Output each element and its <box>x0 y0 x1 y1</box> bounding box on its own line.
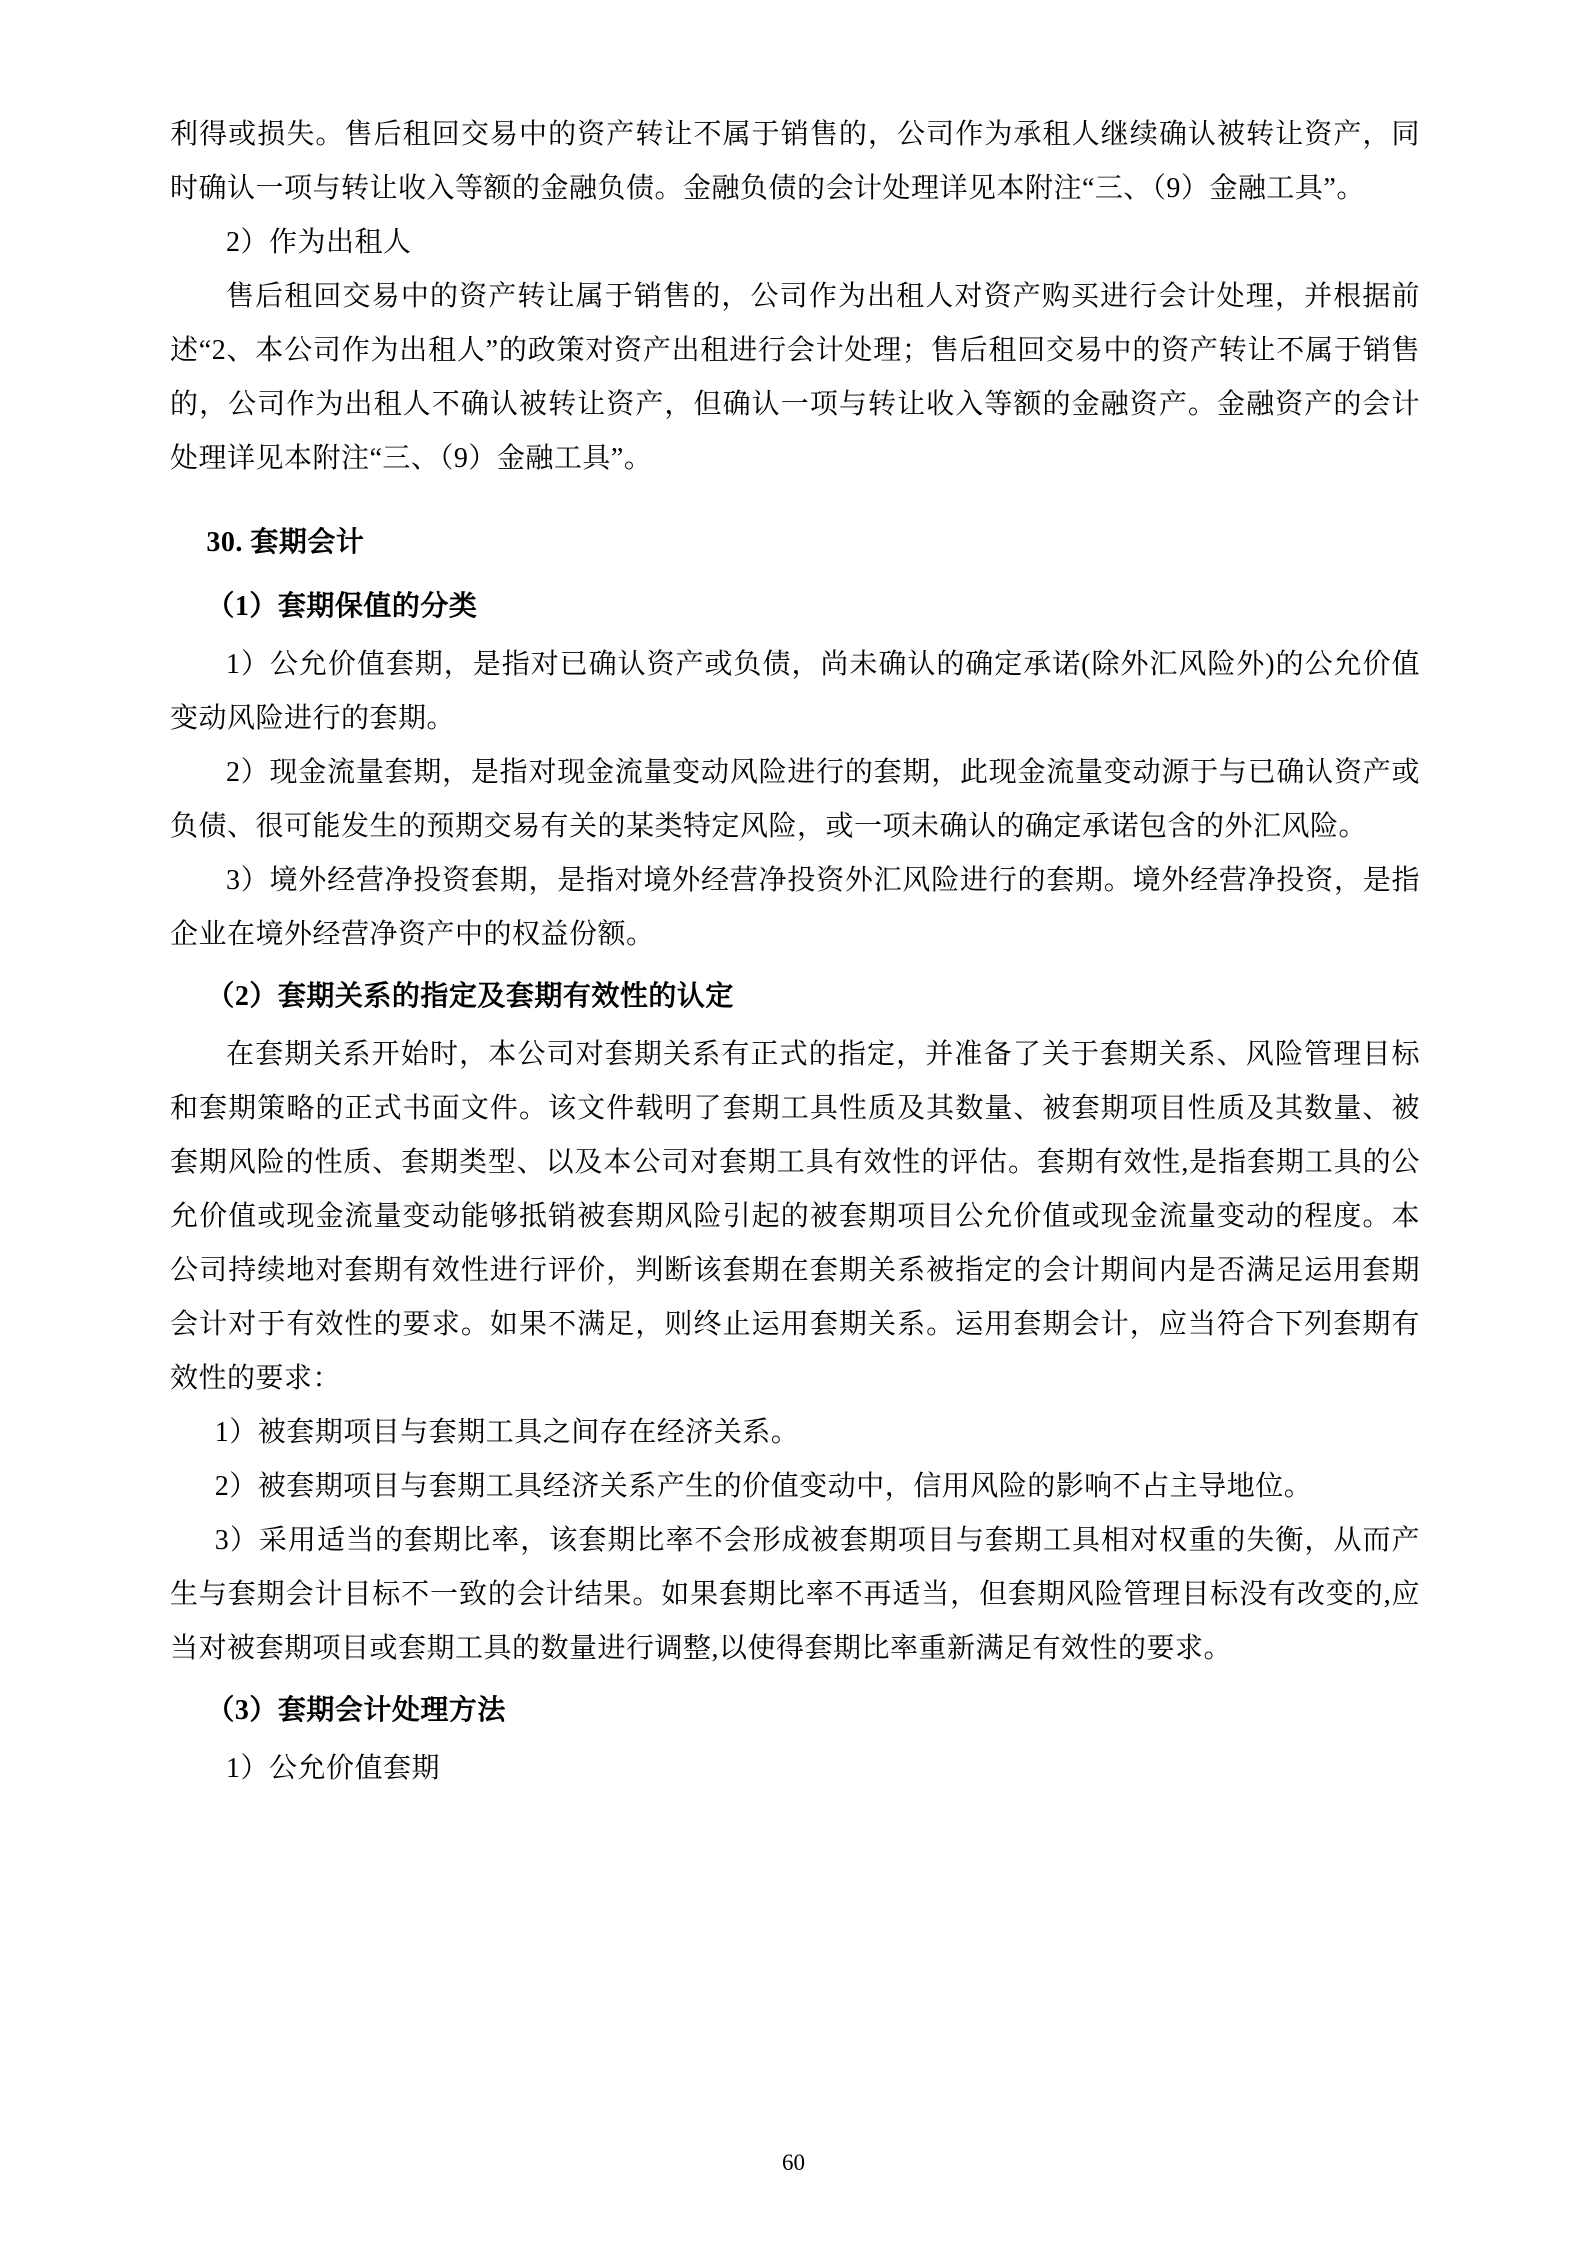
paragraph: 3）境外经营净投资套期，是指对境外经营净投资外汇风险进行的套期。境外经营净投资，是指企业在境外经营净资产中的权益份额。 <box>170 865 1420 950</box>
paragraph: 利得或损失。售后租回交易中的资产转让不属于销售的，公司作为承租人继续确认被转让资产，同时确认一项与转让收入等额的金融负债。金融负债的会计处理详见本附注“三、（9）金融工具”。 <box>170 119 1420 204</box>
page-number: 60 <box>782 2150 805 2175</box>
list-item: 3）采用适当的套期比率，该套期比率不会形成被套期项目与套期工具相对权重的失衡，从而产生与套期会计目标不一致的会计结果。如果套期比率不再适当，但套期风险管理目标没有改变的,应当对被套期项目或套期工具的数量进行调整,以使得套期比率重新满足有效性的要求。 <box>170 1525 1420 1664</box>
paragraph: 1）公允价值套期，是指对已确认资产或负债，尚未确认的确定承诺(除外汇风险外)的公允价值变动风险进行的套期。 <box>170 649 1420 734</box>
subsection-heading: （2）套期关系的指定及套期有效性的认定 <box>206 981 734 1012</box>
paragraph: 2）作为出租人 <box>226 227 412 258</box>
page-content <box>170 108 1420 1796</box>
paragraph: 在套期关系开始时，本公司对套期关系有正式的指定，并准备了关于套期关系、风险管理目标和套期策略的正式书面文件。该文件载明了套期工具性质及其数量、被套期项目性质及其数量、被套期风险的性质、套期类型、以及本公司对套期工具有效性的评估。套期有效性,是指套期工具的公允价值或现金流量变动能够抵销被套期风险引起的被套期项目公允价值或现金流量变动的程度。本公司持续地对套期有效性进行评价，判断该套期在套期关系被指定的会计期间内是否满足运用套期会计对于有效性的要求。如果不满足，则终止运用套期关系。运用套期会计，应当符合下列套期有效性的要求： <box>170 1039 1420 1394</box>
paragraph: 售后租回交易中的资产转让属于销售的，公司作为出租人对资产购买进行会计处理，并根据前述“2、本公司作为出租人”的政策对资产出租进行会计处理；售后租回交易中的资产转让不属于销售的，公司作为出租人不确认被转让资产，但确认一项与转让收入等额的金融资产。金融资产的会计处理详见本附注“三、（9）金融工具”。 <box>170 281 1420 474</box>
paragraph: 2）现金流量套期，是指对现金流量变动风险进行的套期，此现金流量变动源于与已确认资产或负债、很可能发生的预期交易有关的某类特定风险，或一项未确认的确定承诺包含的外汇风险。 <box>170 757 1420 842</box>
list-item: 1）被套期项目与套期工具之间存在经济关系。 <box>214 1417 800 1448</box>
section-heading: 30. 套期会计 <box>206 527 365 558</box>
subsection-heading: （1）套期保值的分类 <box>206 591 478 622</box>
list-item: 2）被套期项目与套期工具经济关系产生的价值变动中，信用风险的影响不占主导地位。 <box>214 1471 1313 1502</box>
paragraph: 1）公允价值套期 <box>226 1753 441 1784</box>
subsection-heading: （3）套期会计处理方法 <box>206 1695 506 1726</box>
page-footer <box>0 2149 1587 2177</box>
